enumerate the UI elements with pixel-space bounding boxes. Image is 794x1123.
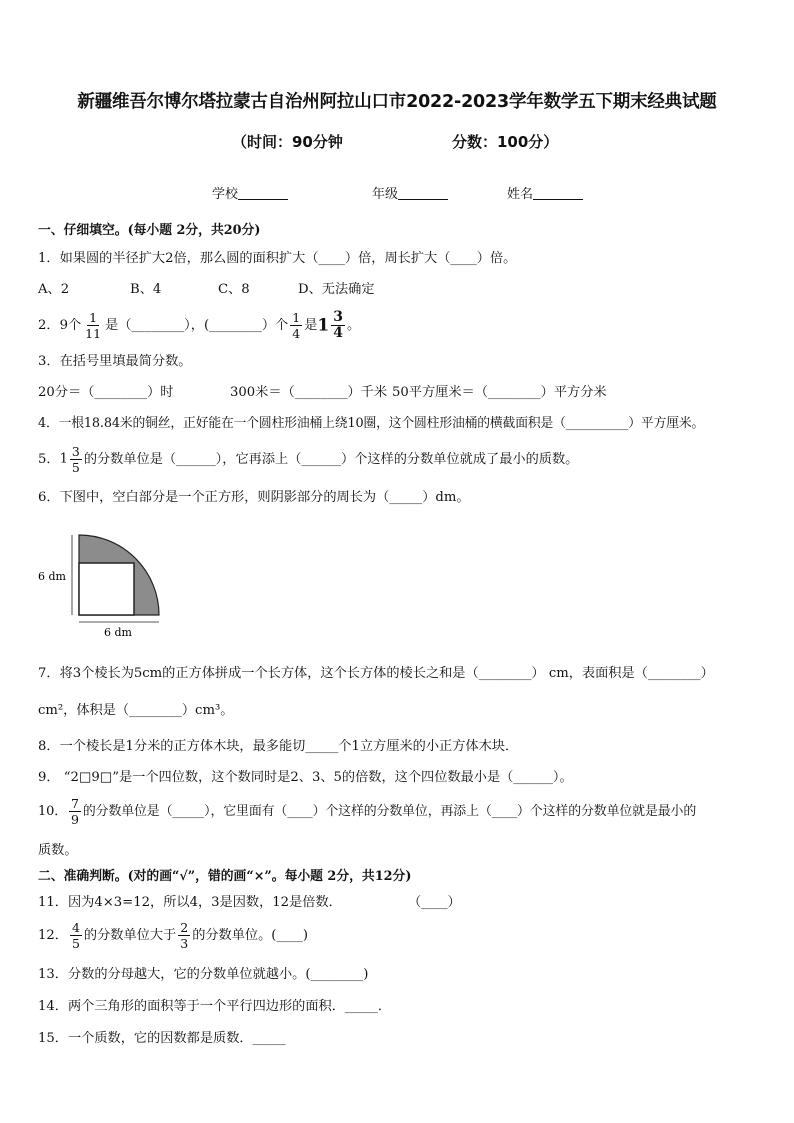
q10-f-den: 9 (71, 812, 79, 827)
quarter-circle-diagram (38, 530, 168, 642)
question-7-line-1 (38, 665, 714, 683)
q12-f1-num: 4 (71, 920, 80, 935)
question-4: 4．一根18.84米的铜丝，正好能在一个圆柱形油桶上绕10圈，这个圆柱形油桶的横截面积是（__________）平方厘米。 (38, 416, 705, 431)
q3-item-3: 50平方厘米＝（________）平方分米 (392, 385, 607, 400)
q10-rest: 的分数单位是（_____），它里面有（____）个这样的分数单位，再添上（____）个这样的分数单位就是最小的 (82, 804, 697, 819)
q2-is: 是 (304, 318, 318, 333)
question-15: 15．一个质数，它的因数都是质数．_____ (38, 1031, 286, 1046)
grade-field (372, 183, 448, 202)
q3-item-1: 20分＝（________）时 (38, 385, 174, 400)
q11-text: 11．因为4×3=12，所以4，3是因数，12是倍数． (38, 895, 342, 910)
q2-f3-num: 3 (333, 309, 343, 325)
q12-f2-num: 2 (180, 920, 189, 935)
question-10-line-2: 质数。 (38, 843, 78, 858)
option-d: D、无法确定 (298, 282, 375, 297)
name-field (507, 183, 583, 202)
question-2 (38, 310, 360, 341)
q12-mid: 的分数单位大于 (83, 928, 177, 943)
question-6: 6．下图中，空白部分是一个正方形，则阴影部分的周长为（_____）dm。 (38, 490, 470, 505)
exam-score: 分数：100分） (452, 133, 559, 151)
q2-prefix: 2．9个 (38, 318, 82, 333)
q10-f-num: 7 (71, 796, 79, 811)
q5-rest: 的分数单位是（______），它再添上（______）个这样的分数单位就成了最小的质数。 (83, 452, 579, 467)
school-blank[interactable] (238, 186, 288, 200)
option-b: B、4 (130, 282, 162, 297)
quarter-circle-figure (38, 530, 168, 646)
q12-prefix: 12． (38, 928, 68, 943)
left-dimension-label: 6 dm (38, 570, 66, 583)
q2-mid: 是（________），(________）个 (105, 318, 289, 333)
question-3: 3．在括号里填最简分数。 (38, 354, 192, 369)
bottom-dimension-label: 6 dm (104, 626, 132, 639)
q5-fraction (70, 444, 82, 475)
question-7-line-2: cm²，体积是（________）cm³。 (38, 703, 234, 718)
school-field (212, 183, 288, 202)
q10-fraction (69, 796, 81, 827)
q12-f1-den: 5 (71, 936, 80, 951)
q12-rest: 的分数单位。(____) (192, 928, 308, 943)
q10-prefix: 10． (38, 804, 67, 819)
option-a: A、2 (38, 282, 70, 297)
q12-fraction-1 (70, 920, 82, 951)
section2-heading: 二、准确判断。(对的画“√”，错的画“×”。每小题 2分，共12分) (38, 869, 412, 884)
option-c: C、8 (218, 282, 250, 297)
q2-f2-den: 4 (292, 326, 301, 341)
q5-whole: 1 (59, 451, 68, 467)
q2-f2-num: 1 (292, 310, 301, 325)
question-8: 8．一个棱长是1分米的正方体木块，最多能切_____个1立方厘米的小正方体木块． (38, 739, 519, 754)
q2-f1-num: 1 (89, 310, 98, 325)
white-square (79, 563, 134, 615)
q12-f2-den: 3 (180, 936, 189, 951)
grade-label: 年级 (372, 187, 399, 202)
section1-heading: 一、仔细填空。(每小题 2分，共20分) (38, 223, 261, 238)
question-9: 9． “2□9□”是一个四位数，这个数同时是2、3、5的倍数，这个四位数最小是（______）。 (38, 770, 573, 785)
q2-fraction-3 (331, 310, 345, 341)
q5-prefix: 5． (38, 452, 60, 467)
grade-blank[interactable] (398, 186, 448, 200)
question-5 (38, 444, 578, 475)
q2-f1-den: 11 (85, 326, 102, 341)
question-1: 1．如果圆的半径扩大2倍，那么圆的面积扩大（____）倍，周长扩大（____）倍。 (38, 251, 517, 266)
question-13: 13．分数的分母越大，它的分数单位就越小。(________) (38, 967, 369, 982)
question-10 (38, 796, 696, 827)
exam-title: 新疆维吾尔博尔塔拉蒙古自治州阿拉山口市2022-2023学年数学五下期末经典试题 (77, 92, 717, 112)
q2-end: 。 (346, 318, 361, 333)
q12-fraction-2 (178, 920, 190, 951)
question-1-options (38, 281, 375, 299)
q5-f-num: 3 (71, 444, 80, 459)
q2-whole: 1 (317, 315, 330, 336)
q7-part-b: cm，表面积是（________） (548, 666, 714, 681)
q3-item-2: 300米＝（________）千米 (230, 385, 388, 400)
q2-fraction-2 (290, 310, 302, 341)
q2-f3-den: 4 (333, 325, 343, 341)
question-12 (38, 920, 308, 951)
exam-time: （时间：90分钟 (232, 133, 343, 151)
name-label: 姓名 (507, 187, 534, 202)
q5-f-den: 5 (71, 460, 80, 475)
q2-fraction-1 (83, 310, 103, 341)
q7-part-a: 7．将3个棱长为5cm的正方体拼成一个长方体，这个长方体的棱长之和是（________） (38, 666, 545, 681)
school-label: 学校 (212, 187, 239, 202)
name-blank[interactable] (533, 186, 583, 200)
q11-blank[interactable]: （____） (408, 895, 461, 910)
question-14: 14．两个三角形的面积等于一个平行四边形的面积．_____． (38, 999, 392, 1014)
question-11 (38, 894, 461, 912)
question-3-items (38, 384, 607, 402)
